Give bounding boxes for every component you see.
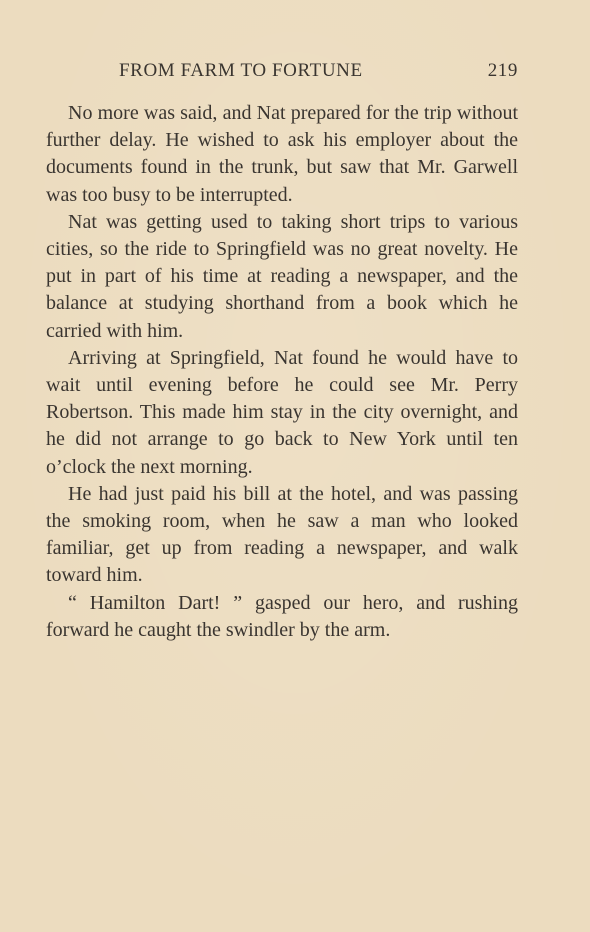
running-title: FROM FARM TO FORTUNE xyxy=(119,60,363,81)
paragraph: He had just paid his bill at the hotel, and was passing the smoking room, when he saw a man who looked familiar, get up from reading a newspaper, and walk toward him. xyxy=(46,482,518,587)
paragraph: Nat was getting used to taking short trips to various cities, so the ride to Springfield was no great novelty. He put in part of his time at reading a newspaper, and the balance at studying shorthand from a book which he carried with him. xyxy=(46,210,518,342)
body-text xyxy=(46,100,518,644)
paragraph: No more was said, and Nat prepared for the trip without further delay. He wished to ask his employer about the documents found in the trunk, but saw that Mr. Garwell was too busy to be interrupted. xyxy=(46,102,518,206)
page-number: 219 xyxy=(487,60,518,81)
paragraph: “ Hamilton Dart! ” gasped our hero, and rushing forward he caught the swindler by the arm. xyxy=(46,591,518,641)
running-head xyxy=(46,60,518,88)
paragraph: Arriving at Springfield, Nat found he would have to wait until evening before he could see Mr. Perry Robertson. This made him stay in the city overnight, and he did not arrange to go back to New York until ten o’clock the next morning. xyxy=(46,346,518,478)
